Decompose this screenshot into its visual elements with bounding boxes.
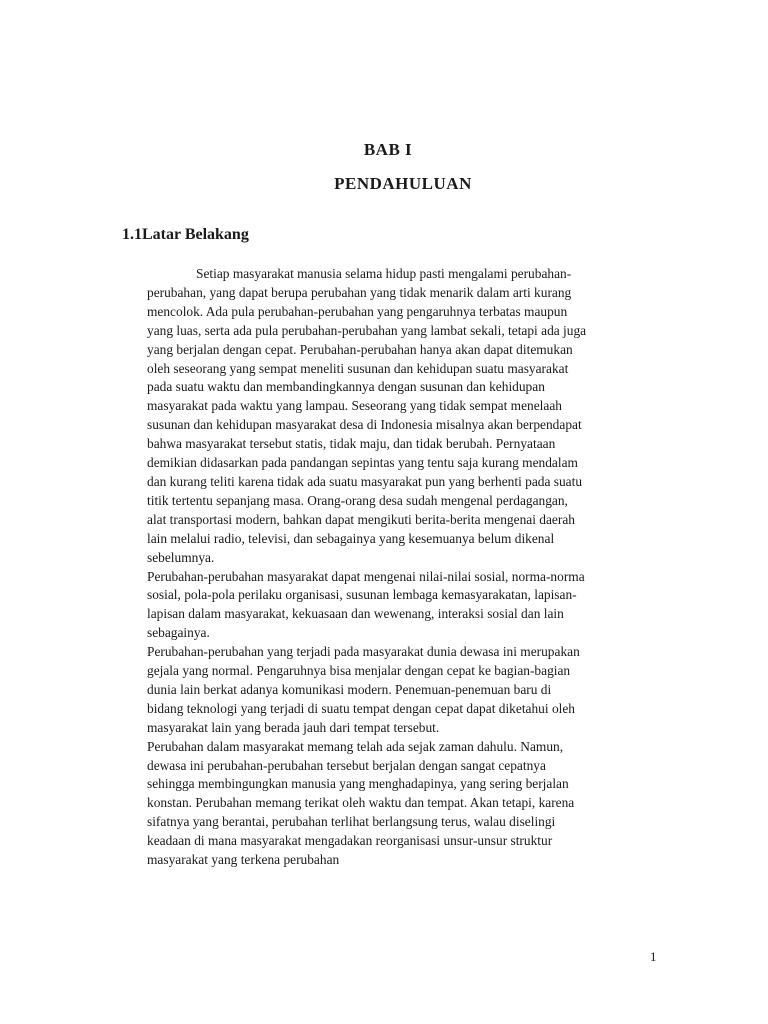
body-line: masyarakat lain yang berada jauh dari tempat tersebut. bbox=[147, 719, 440, 735]
body-text bbox=[147, 265, 667, 870]
body-line: dunia lain berkat adanya komunikasi modern. Penemuan-penemuan baru di bbox=[147, 681, 552, 697]
body-line: masyarakat yang terkena perubahan bbox=[147, 852, 340, 868]
body-line: sebelumnya. bbox=[147, 549, 215, 565]
body-line: yang luas, serta ada pula perubahan-perubahan yang lambat sekali, tetapi ada juga bbox=[147, 322, 587, 338]
chapter-title: BAB I bbox=[363, 140, 413, 159]
body-line: alat transportasi modern, bahkan dapat mengikuti berita-berita mengenai daerah bbox=[147, 511, 575, 527]
body-line: Perubahan-perubahan masyarakat dapat mengenai nilai-nilai sosial, norma-norma bbox=[147, 568, 585, 584]
body-line: keadaan di mana masyarakat mengadakan reorganisasi unsur-unsur struktur bbox=[147, 833, 553, 849]
page-number: 1 bbox=[650, 949, 657, 964]
body-line: pada suatu waktu dan membandingkannya dengan susunan dan kehidupan bbox=[147, 379, 545, 395]
body-line: gejala yang normal. Pengaruhnya bisa menjalar dengan cepat ke bagian-bagian bbox=[147, 663, 571, 679]
body-line: lapisan dalam masyarakat, kekuasaan dan wewenang, interaksi sosial dan lain bbox=[147, 606, 564, 622]
body-line: lain melalui radio, televisi, dan sebagainya yang kesemuanya belum dikenal bbox=[147, 530, 555, 546]
body-line: dewasa ini perubahan-perubahan tersebut berjalan dengan sangat cepatnya bbox=[147, 757, 546, 773]
body-line: titik tertentu sepanjang masa. Orang-orang desa sudah mengenal perdagangan, bbox=[147, 492, 568, 508]
body-line: sehingga membingungkan manusia yang menghadapinya, yang sering berjalan bbox=[147, 776, 569, 792]
body-line: demikian didasarkan pada pandangan sepintas yang tentu saja kurang mendalam bbox=[147, 455, 578, 471]
body-line: bidang teknologi yang terjadi di suatu tempat dengan cepat dapat diketahui oleh bbox=[147, 700, 575, 716]
body-line: bahwa masyarakat tersebut statis, tidak maju, dan tidak berubah. Pernyataan bbox=[147, 436, 556, 452]
body-line: susunan dan kehidupan masyarakat desa di Indonesia misalnya akan berpendapat bbox=[147, 417, 582, 433]
body-line: oleh seseorang yang sempat meneliti susunan dan kehidupan suatu masyarakat bbox=[147, 360, 569, 376]
body-line: yang berjalan dengan cepat. Perubahan-perubahan hanya akan dapat ditemukan bbox=[147, 341, 573, 357]
body-line: perubahan, yang dapat berupa perubahan yang tidak menarik dalam arti kurang bbox=[147, 284, 572, 300]
body-line: dan kurang teliti karena tidak ada suatu masyarakat pun yang berhenti pada suatu bbox=[147, 473, 583, 489]
section-heading: 1.1Latar Belakang bbox=[122, 226, 249, 243]
body-line: mencolok. Ada pula perubahan-perubahan yang pengaruhnya terbatas maupun bbox=[147, 303, 568, 319]
body-line: konstan. Perubahan memang terikat oleh waktu dan tempat. Akan tetapi, karena bbox=[147, 795, 575, 811]
body-line: sebagainya. bbox=[147, 625, 210, 641]
body-line: masyarakat pada waktu yang lampau. Seseorang yang tidak sempat menelaah bbox=[147, 398, 562, 414]
body-line: sosial, pola-pola perilaku organisasi, susunan lembaga kemasyarakatan, lapisan- bbox=[147, 587, 577, 603]
chapter-subtitle: PENDAHULUAN bbox=[334, 174, 472, 193]
body-line: sifatnya yang berantai, perubahan terlihat berlangsung terus, walau diselingi bbox=[147, 814, 556, 830]
body-line: Setiap masyarakat manusia selama hidup pasti mengalami perubahan- bbox=[196, 266, 572, 281]
body-line: Perubahan dalam masyarakat memang telah ada sejak zaman dahulu. Namun, bbox=[147, 738, 564, 754]
body-line: Perubahan-perubahan yang terjadi pada masyarakat dunia dewasa ini merupakan bbox=[147, 644, 580, 660]
